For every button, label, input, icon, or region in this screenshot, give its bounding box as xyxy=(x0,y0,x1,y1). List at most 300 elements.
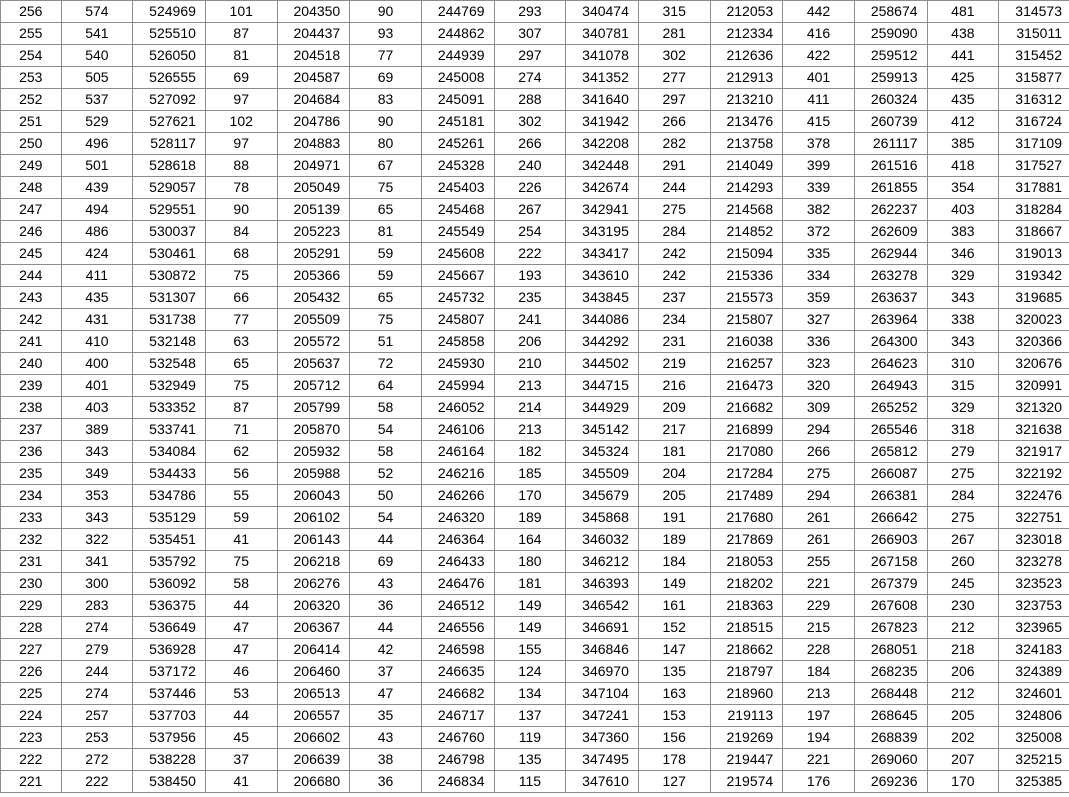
table-cell[interactable]: 310 xyxy=(927,353,999,375)
table-cell[interactable]: 412 xyxy=(927,111,999,133)
table-cell[interactable]: 149 xyxy=(494,595,566,617)
table-cell[interactable]: 320991 xyxy=(999,375,1069,397)
table-cell[interactable]: 222 xyxy=(494,243,566,265)
table-cell[interactable]: 205799 xyxy=(277,397,350,419)
table-cell[interactable]: 322192 xyxy=(999,463,1069,485)
table-cell[interactable]: 87 xyxy=(205,397,277,419)
table-cell[interactable]: 234 xyxy=(1,485,62,507)
table-cell[interactable]: 246266 xyxy=(421,485,494,507)
table-cell[interactable]: 206102 xyxy=(277,507,350,529)
table-cell[interactable]: 318667 xyxy=(999,221,1069,243)
table-cell[interactable]: 52 xyxy=(350,463,422,485)
table-cell[interactable]: 205870 xyxy=(277,419,350,441)
table-cell[interactable]: 262609 xyxy=(854,221,927,243)
table-cell[interactable]: 217489 xyxy=(710,485,783,507)
table-cell[interactable]: 43 xyxy=(350,727,422,749)
table-cell[interactable]: 534433 xyxy=(133,463,206,485)
table-cell[interactable]: 494 xyxy=(61,199,133,221)
table-cell[interactable]: 329 xyxy=(927,397,999,419)
table-cell[interactable]: 204883 xyxy=(277,133,350,155)
table-cell[interactable]: 532949 xyxy=(133,375,206,397)
table-cell[interactable]: 321320 xyxy=(999,397,1069,419)
table-cell[interactable]: 75 xyxy=(350,309,422,331)
table-cell[interactable]: 205988 xyxy=(277,463,350,485)
table-cell[interactable]: 264300 xyxy=(854,331,927,353)
table-cell[interactable]: 342448 xyxy=(566,155,639,177)
table-cell[interactable]: 69 xyxy=(350,67,422,89)
table-cell[interactable]: 261 xyxy=(783,529,855,551)
table-cell[interactable]: 204971 xyxy=(277,155,350,177)
table-cell[interactable]: 535451 xyxy=(133,529,206,551)
table-cell[interactable]: 244769 xyxy=(421,1,494,23)
table-cell[interactable]: 206680 xyxy=(277,771,350,793)
table-cell[interactable]: 534786 xyxy=(133,485,206,507)
table-cell[interactable]: 75 xyxy=(205,265,277,287)
table-cell[interactable]: 261516 xyxy=(854,155,927,177)
table-cell[interactable]: 293 xyxy=(494,1,566,23)
table-cell[interactable]: 213 xyxy=(494,375,566,397)
table-cell[interactable]: 51 xyxy=(350,331,422,353)
table-cell[interactable]: 264943 xyxy=(854,375,927,397)
table-cell[interactable]: 341078 xyxy=(566,45,639,67)
table-cell[interactable]: 246512 xyxy=(421,595,494,617)
table-cell[interactable]: 217680 xyxy=(710,507,783,529)
table-cell[interactable]: 533352 xyxy=(133,397,206,419)
table-cell[interactable]: 230 xyxy=(1,573,62,595)
table-cell[interactable]: 242 xyxy=(638,265,710,287)
table-cell[interactable]: 267 xyxy=(927,529,999,551)
table-cell[interactable]: 213758 xyxy=(710,133,783,155)
table-cell[interactable]: 245858 xyxy=(421,331,494,353)
table-cell[interactable]: 400 xyxy=(61,353,133,375)
table-cell[interactable]: 245549 xyxy=(421,221,494,243)
table-cell[interactable]: 214568 xyxy=(710,199,783,221)
table-cell[interactable]: 260324 xyxy=(854,89,927,111)
table-cell[interactable]: 267379 xyxy=(854,573,927,595)
table-cell[interactable]: 206320 xyxy=(277,595,350,617)
table-cell[interactable]: 206460 xyxy=(277,661,350,683)
table-cell[interactable]: 197 xyxy=(783,705,855,727)
table-cell[interactable]: 319342 xyxy=(999,265,1069,287)
table-cell[interactable]: 53 xyxy=(205,683,277,705)
table-cell[interactable]: 77 xyxy=(205,309,277,331)
table-cell[interactable]: 222 xyxy=(61,771,133,793)
table-cell[interactable]: 45 xyxy=(205,727,277,749)
table-cell[interactable]: 532148 xyxy=(133,331,206,353)
table-cell[interactable]: 416 xyxy=(783,23,855,45)
table-cell[interactable]: 245181 xyxy=(421,111,494,133)
table-cell[interactable]: 235 xyxy=(494,287,566,309)
table-cell[interactable]: 532548 xyxy=(133,353,206,375)
table-cell[interactable]: 181 xyxy=(494,573,566,595)
table-cell[interactable]: 219 xyxy=(638,353,710,375)
table-cell[interactable]: 329 xyxy=(927,265,999,287)
table-cell[interactable]: 240 xyxy=(1,353,62,375)
table-cell[interactable]: 78 xyxy=(205,177,277,199)
table-cell[interactable]: 58 xyxy=(205,573,277,595)
table-cell[interactable]: 244939 xyxy=(421,45,494,67)
table-cell[interactable]: 218960 xyxy=(710,683,783,705)
table-cell[interactable]: 336 xyxy=(783,331,855,353)
table-cell[interactable]: 237 xyxy=(638,287,710,309)
table-cell[interactable]: 245994 xyxy=(421,375,494,397)
table-cell[interactable]: 221 xyxy=(783,749,855,771)
table-cell[interactable]: 218053 xyxy=(710,551,783,573)
table-cell[interactable]: 227 xyxy=(1,639,62,661)
table-cell[interactable]: 535792 xyxy=(133,551,206,573)
table-cell[interactable]: 535129 xyxy=(133,507,206,529)
table-cell[interactable]: 300 xyxy=(61,573,133,595)
table-cell[interactable]: 343195 xyxy=(566,221,639,243)
table-cell[interactable]: 496 xyxy=(61,133,133,155)
table-cell[interactable]: 529551 xyxy=(133,199,206,221)
table-cell[interactable]: 242 xyxy=(1,309,62,331)
table-cell[interactable]: 343845 xyxy=(566,287,639,309)
table-cell[interactable]: 204437 xyxy=(277,23,350,45)
table-cell[interactable]: 257 xyxy=(61,705,133,727)
table-cell[interactable]: 505 xyxy=(61,67,133,89)
table-cell[interactable]: 217869 xyxy=(710,529,783,551)
table-cell[interactable]: 255 xyxy=(783,551,855,573)
table-cell[interactable]: 410 xyxy=(61,331,133,353)
table-cell[interactable]: 265546 xyxy=(854,419,927,441)
table-cell[interactable]: 205432 xyxy=(277,287,350,309)
table-cell[interactable]: 215336 xyxy=(710,265,783,287)
table-cell[interactable]: 267 xyxy=(494,199,566,221)
table-cell[interactable]: 383 xyxy=(927,221,999,243)
table-cell[interactable]: 537956 xyxy=(133,727,206,749)
table-cell[interactable]: 411 xyxy=(61,265,133,287)
table-cell[interactable]: 176 xyxy=(783,771,855,793)
table-cell[interactable]: 184 xyxy=(638,551,710,573)
table-cell[interactable]: 217284 xyxy=(710,463,783,485)
table-cell[interactable]: 321917 xyxy=(999,441,1069,463)
table-cell[interactable]: 219113 xyxy=(710,705,783,727)
table-cell[interactable]: 181 xyxy=(638,441,710,463)
table-cell[interactable]: 213 xyxy=(494,419,566,441)
table-cell[interactable]: 267823 xyxy=(854,617,927,639)
table-cell[interactable]: 246717 xyxy=(421,705,494,727)
table-cell[interactable]: 536092 xyxy=(133,573,206,595)
table-cell[interactable]: 424 xyxy=(61,243,133,265)
table-cell[interactable]: 323278 xyxy=(999,551,1069,573)
table-cell[interactable]: 239 xyxy=(1,375,62,397)
table-cell[interactable]: 230 xyxy=(927,595,999,617)
table-cell[interactable]: 260739 xyxy=(854,111,927,133)
table-cell[interactable]: 226 xyxy=(1,661,62,683)
table-cell[interactable]: 229 xyxy=(1,595,62,617)
table-cell[interactable]: 274 xyxy=(494,67,566,89)
table-cell[interactable]: 170 xyxy=(927,771,999,793)
table-cell[interactable]: 246433 xyxy=(421,551,494,573)
table-cell[interactable]: 245468 xyxy=(421,199,494,221)
table-cell[interactable]: 316724 xyxy=(999,111,1069,133)
table-cell[interactable]: 101 xyxy=(205,1,277,23)
table-cell[interactable]: 191 xyxy=(638,507,710,529)
table-cell[interactable]: 170 xyxy=(494,485,566,507)
table-cell[interactable]: 243 xyxy=(1,287,62,309)
table-cell[interactable]: 135 xyxy=(494,749,566,771)
table-cell[interactable]: 275 xyxy=(783,463,855,485)
table-cell[interactable]: 238 xyxy=(1,397,62,419)
table-cell[interactable]: 533741 xyxy=(133,419,206,441)
table-cell[interactable]: 222 xyxy=(1,749,62,771)
table-cell[interactable]: 345509 xyxy=(566,463,639,485)
table-cell[interactable]: 302 xyxy=(638,45,710,67)
table-cell[interactable]: 340474 xyxy=(566,1,639,23)
table-cell[interactable]: 215807 xyxy=(710,309,783,331)
table-cell[interactable]: 206602 xyxy=(277,727,350,749)
table-cell[interactable]: 216682 xyxy=(710,397,783,419)
table-cell[interactable]: 102 xyxy=(205,111,277,133)
table-cell[interactable]: 245608 xyxy=(421,243,494,265)
table-cell[interactable]: 399 xyxy=(783,155,855,177)
table-cell[interactable]: 382 xyxy=(783,199,855,221)
table-cell[interactable]: 205712 xyxy=(277,375,350,397)
table-cell[interactable]: 65 xyxy=(350,287,422,309)
table-cell[interactable]: 259913 xyxy=(854,67,927,89)
table-cell[interactable]: 189 xyxy=(638,529,710,551)
table-cell[interactable]: 225 xyxy=(1,683,62,705)
table-cell[interactable]: 214 xyxy=(494,397,566,419)
table-cell[interactable]: 325215 xyxy=(999,749,1069,771)
table-cell[interactable]: 218 xyxy=(927,639,999,661)
table-cell[interactable]: 65 xyxy=(350,199,422,221)
table-cell[interactable]: 50 xyxy=(350,485,422,507)
table-cell[interactable]: 322751 xyxy=(999,507,1069,529)
table-cell[interactable]: 319013 xyxy=(999,243,1069,265)
table-cell[interactable]: 147 xyxy=(638,639,710,661)
table-cell[interactable]: 194 xyxy=(783,727,855,749)
table-cell[interactable]: 185 xyxy=(494,463,566,485)
table-cell[interactable]: 67 xyxy=(350,155,422,177)
table-cell[interactable]: 163 xyxy=(638,683,710,705)
table-cell[interactable]: 343 xyxy=(927,287,999,309)
table-cell[interactable]: 43 xyxy=(350,573,422,595)
table-cell[interactable]: 439 xyxy=(61,177,133,199)
table-cell[interactable]: 524969 xyxy=(133,1,206,23)
table-cell[interactable]: 250 xyxy=(1,133,62,155)
table-cell[interactable]: 344715 xyxy=(566,375,639,397)
table-cell[interactable]: 90 xyxy=(350,1,422,23)
table-cell[interactable]: 275 xyxy=(927,463,999,485)
table-cell[interactable]: 274 xyxy=(61,683,133,705)
table-cell[interactable]: 205 xyxy=(638,485,710,507)
table-cell[interactable]: 36 xyxy=(350,771,422,793)
table-cell[interactable]: 245 xyxy=(1,243,62,265)
table-cell[interactable]: 442 xyxy=(783,1,855,23)
table-cell[interactable]: 205139 xyxy=(277,199,350,221)
table-cell[interactable]: 249 xyxy=(1,155,62,177)
table-cell[interactable]: 178 xyxy=(638,749,710,771)
table-cell[interactable]: 245 xyxy=(927,573,999,595)
table-cell[interactable]: 206 xyxy=(494,331,566,353)
table-cell[interactable]: 44 xyxy=(350,617,422,639)
table-cell[interactable]: 212334 xyxy=(710,23,783,45)
table-cell[interactable]: 38 xyxy=(350,749,422,771)
table-cell[interactable]: 324183 xyxy=(999,639,1069,661)
table-cell[interactable]: 486 xyxy=(61,221,133,243)
table-cell[interactable]: 527092 xyxy=(133,89,206,111)
table-cell[interactable]: 263637 xyxy=(854,287,927,309)
table-cell[interactable]: 316312 xyxy=(999,89,1069,111)
table-cell[interactable]: 206414 xyxy=(277,639,350,661)
table-cell[interactable]: 215094 xyxy=(710,243,783,265)
table-cell[interactable]: 217080 xyxy=(710,441,783,463)
table-cell[interactable]: 315877 xyxy=(999,67,1069,89)
table-cell[interactable]: 574 xyxy=(61,1,133,23)
table-cell[interactable]: 537446 xyxy=(133,683,206,705)
table-cell[interactable]: 202 xyxy=(927,727,999,749)
table-cell[interactable]: 44 xyxy=(350,529,422,551)
table-cell[interactable]: 344502 xyxy=(566,353,639,375)
table-cell[interactable]: 345868 xyxy=(566,507,639,529)
table-cell[interactable]: 248 xyxy=(1,177,62,199)
table-cell[interactable]: 247 xyxy=(1,199,62,221)
table-cell[interactable]: 265812 xyxy=(854,441,927,463)
table-cell[interactable]: 219447 xyxy=(710,749,783,771)
table-cell[interactable]: 425 xyxy=(927,67,999,89)
table-cell[interactable]: 245930 xyxy=(421,353,494,375)
table-cell[interactable]: 41 xyxy=(205,771,277,793)
table-cell[interactable]: 77 xyxy=(350,45,422,67)
table-cell[interactable]: 262944 xyxy=(854,243,927,265)
table-cell[interactable]: 205932 xyxy=(277,441,350,463)
table-cell[interactable]: 275 xyxy=(927,507,999,529)
table-cell[interactable]: 216257 xyxy=(710,353,783,375)
table-cell[interactable]: 334 xyxy=(783,265,855,287)
table-cell[interactable]: 218515 xyxy=(710,617,783,639)
table-cell[interactable]: 213476 xyxy=(710,111,783,133)
table-cell[interactable]: 212053 xyxy=(710,1,783,23)
table-cell[interactable]: 378 xyxy=(783,133,855,155)
table-cell[interactable]: 261117 xyxy=(854,133,927,155)
table-cell[interactable]: 389 xyxy=(61,419,133,441)
table-cell[interactable]: 347610 xyxy=(566,771,639,793)
table-cell[interactable]: 246598 xyxy=(421,639,494,661)
table-cell[interactable]: 294 xyxy=(783,485,855,507)
table-cell[interactable]: 54 xyxy=(350,419,422,441)
table-cell[interactable]: 266 xyxy=(783,441,855,463)
table-cell[interactable]: 318284 xyxy=(999,199,1069,221)
table-cell[interactable]: 268235 xyxy=(854,661,927,683)
table-cell[interactable]: 530037 xyxy=(133,221,206,243)
table-cell[interactable]: 228 xyxy=(1,617,62,639)
table-cell[interactable]: 69 xyxy=(350,551,422,573)
table-cell[interactable]: 317109 xyxy=(999,133,1069,155)
table-cell[interactable]: 441 xyxy=(927,45,999,67)
table-cell[interactable]: 54 xyxy=(350,507,422,529)
table-cell[interactable]: 252 xyxy=(1,89,62,111)
table-cell[interactable]: 180 xyxy=(494,551,566,573)
table-cell[interactable]: 204518 xyxy=(277,45,350,67)
table-cell[interactable]: 206 xyxy=(927,661,999,683)
table-cell[interactable]: 115 xyxy=(494,771,566,793)
table-cell[interactable]: 344929 xyxy=(566,397,639,419)
table-cell[interactable]: 342941 xyxy=(566,199,639,221)
table-cell[interactable]: 341352 xyxy=(566,67,639,89)
table-cell[interactable]: 323018 xyxy=(999,529,1069,551)
table-cell[interactable]: 237 xyxy=(1,419,62,441)
table-cell[interactable]: 338 xyxy=(927,309,999,331)
table-cell[interactable]: 66 xyxy=(205,287,277,309)
table-cell[interactable]: 241 xyxy=(1,331,62,353)
table-cell[interactable]: 339 xyxy=(783,177,855,199)
table-cell[interactable]: 212 xyxy=(927,617,999,639)
table-cell[interactable]: 161 xyxy=(638,595,710,617)
table-cell[interactable]: 538450 xyxy=(133,771,206,793)
table-cell[interactable]: 205 xyxy=(927,705,999,727)
table-cell[interactable]: 263964 xyxy=(854,309,927,331)
table-cell[interactable]: 537172 xyxy=(133,661,206,683)
table-cell[interactable]: 320366 xyxy=(999,331,1069,353)
table-cell[interactable]: 291 xyxy=(638,155,710,177)
table-cell[interactable]: 72 xyxy=(350,353,422,375)
table-cell[interactable]: 307 xyxy=(494,23,566,45)
table-cell[interactable]: 346 xyxy=(927,243,999,265)
table-cell[interactable]: 261855 xyxy=(854,177,927,199)
table-cell[interactable]: 231 xyxy=(638,331,710,353)
table-cell[interactable]: 221 xyxy=(1,771,62,793)
table-cell[interactable]: 90 xyxy=(205,199,277,221)
table-cell[interactable]: 341 xyxy=(61,551,133,573)
table-cell[interactable]: 320 xyxy=(783,375,855,397)
table-cell[interactable]: 63 xyxy=(205,331,277,353)
table-cell[interactable]: 325385 xyxy=(999,771,1069,793)
table-cell[interactable]: 266 xyxy=(638,111,710,133)
table-cell[interactable]: 530872 xyxy=(133,265,206,287)
table-cell[interactable]: 246682 xyxy=(421,683,494,705)
table-cell[interactable]: 343 xyxy=(61,441,133,463)
table-cell[interactable]: 536375 xyxy=(133,595,206,617)
table-cell[interactable]: 242 xyxy=(638,243,710,265)
table-cell[interactable]: 81 xyxy=(205,45,277,67)
table-cell[interactable]: 206557 xyxy=(277,705,350,727)
table-cell[interactable]: 62 xyxy=(205,441,277,463)
table-cell[interactable]: 347495 xyxy=(566,749,639,771)
table-cell[interactable]: 323753 xyxy=(999,595,1069,617)
table-cell[interactable]: 223 xyxy=(1,727,62,749)
table-cell[interactable]: 323523 xyxy=(999,573,1069,595)
table-cell[interactable]: 204587 xyxy=(277,67,350,89)
table-cell[interactable]: 281 xyxy=(638,23,710,45)
table-cell[interactable]: 418 xyxy=(927,155,999,177)
table-cell[interactable]: 320023 xyxy=(999,309,1069,331)
table-cell[interactable]: 354 xyxy=(927,177,999,199)
table-cell[interactable]: 216 xyxy=(638,375,710,397)
table-cell[interactable]: 315011 xyxy=(999,23,1069,45)
table-cell[interactable]: 245732 xyxy=(421,287,494,309)
table-cell[interactable]: 59 xyxy=(205,507,277,529)
table-cell[interactable]: 134 xyxy=(494,683,566,705)
table-cell[interactable]: 253 xyxy=(61,727,133,749)
table-cell[interactable]: 84 xyxy=(205,221,277,243)
table-cell[interactable]: 347104 xyxy=(566,683,639,705)
table-cell[interactable]: 531307 xyxy=(133,287,206,309)
table-cell[interactable]: 268051 xyxy=(854,639,927,661)
table-cell[interactable]: 205049 xyxy=(277,177,350,199)
table-cell[interactable]: 44 xyxy=(205,705,277,727)
table-cell[interactable]: 205223 xyxy=(277,221,350,243)
table-cell[interactable]: 335 xyxy=(783,243,855,265)
table-cell[interactable]: 324601 xyxy=(999,683,1069,705)
table-cell[interactable]: 254 xyxy=(1,45,62,67)
table-cell[interactable]: 212 xyxy=(927,683,999,705)
table-cell[interactable]: 245667 xyxy=(421,265,494,287)
table-cell[interactable]: 314573 xyxy=(999,1,1069,23)
table-cell[interactable]: 47 xyxy=(350,683,422,705)
table-cell[interactable]: 209 xyxy=(638,397,710,419)
